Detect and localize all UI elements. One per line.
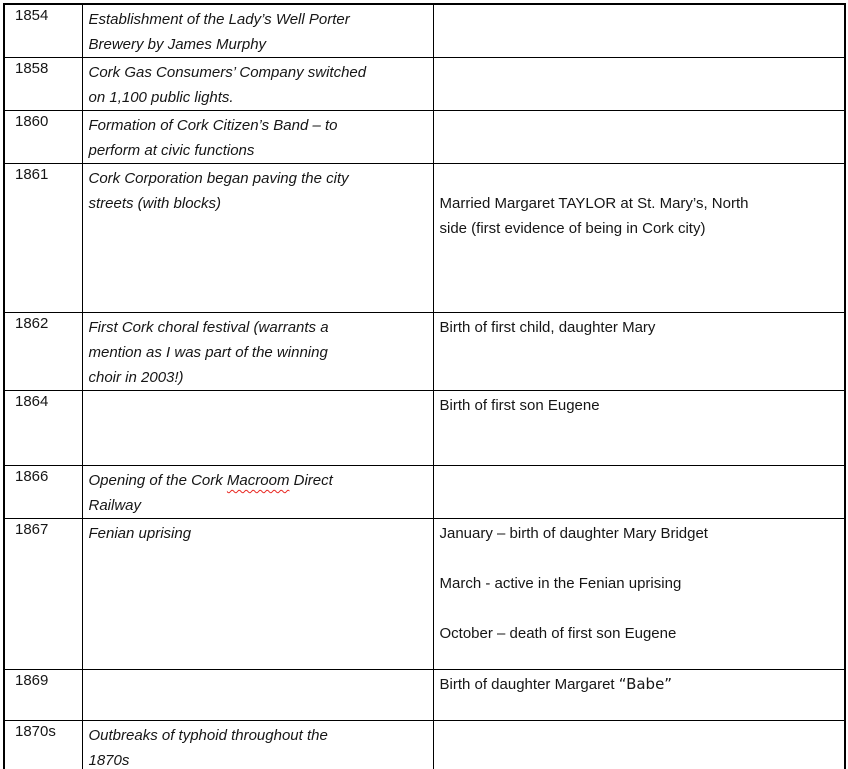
event-line: Cork Corporation began paving the city bbox=[88, 170, 349, 187]
events-cell bbox=[82, 58, 433, 111]
event-line: First Cork choral festival (warrants a bbox=[88, 319, 329, 336]
personal-line: Married Margaret TAYLOR at St. Mary’s, North bbox=[439, 195, 749, 212]
personal-cell bbox=[433, 111, 845, 164]
year-cell: 1862 bbox=[4, 313, 82, 391]
event-line: 1870s bbox=[88, 752, 130, 769]
events-cell bbox=[82, 391, 433, 466]
event-line: Railway bbox=[88, 497, 142, 514]
event-line: Formation of Cork Citizen’s Band – to bbox=[88, 117, 338, 134]
event-line: perform at civic functions bbox=[88, 142, 255, 159]
table-row bbox=[4, 111, 845, 164]
table-row bbox=[4, 58, 845, 111]
event-line: streets (with blocks) bbox=[88, 195, 222, 212]
personal-line: March - active in the Fenian uprising bbox=[439, 575, 682, 592]
table-row bbox=[4, 721, 845, 769]
personal-cell bbox=[433, 164, 845, 313]
events-cell bbox=[82, 313, 433, 391]
year-cell: 1864 bbox=[4, 391, 82, 466]
events-cell bbox=[82, 466, 433, 519]
table-row bbox=[4, 313, 845, 391]
personal-cell bbox=[433, 313, 845, 391]
personal-text: Birth of daughter Margaret bbox=[439, 676, 619, 693]
events-cell bbox=[82, 111, 433, 164]
events-cell bbox=[82, 164, 433, 313]
personal-line: January – birth of daughter Mary Bridget bbox=[439, 525, 708, 542]
personal-line: October – death of first son Eugene bbox=[439, 625, 677, 642]
event-line: on 1,100 public lights. bbox=[88, 89, 234, 106]
events-cell bbox=[82, 4, 433, 58]
year-cell: 1869 bbox=[4, 670, 82, 721]
personal-cell bbox=[433, 391, 845, 466]
year-cell: 1861 bbox=[4, 164, 82, 313]
personal-cell bbox=[433, 4, 845, 58]
table-row bbox=[4, 519, 845, 670]
timeline-table bbox=[3, 3, 846, 769]
event-line: choir in 2003!) bbox=[88, 369, 184, 386]
event-line: Cork Gas Consumers’ Company switched bbox=[88, 64, 367, 81]
event-line: Outbreaks of typhoid throughout the bbox=[88, 727, 328, 744]
year-cell: 1854 bbox=[4, 4, 82, 58]
personal-line bbox=[440, 546, 839, 571]
event-line: mention as I was part of the winning bbox=[88, 344, 328, 361]
personal-line: side (first evidence of being in Cork city) bbox=[439, 220, 706, 237]
personal-line bbox=[440, 166, 839, 191]
year-cell: 1858 bbox=[4, 58, 82, 111]
event-text: Direct bbox=[289, 472, 333, 489]
personal-cell bbox=[433, 519, 845, 670]
personal-cell bbox=[433, 58, 845, 111]
misspelled-word: Macroom bbox=[226, 472, 290, 489]
personal-cell bbox=[433, 670, 845, 721]
year-cell: 1867 bbox=[4, 519, 82, 670]
personal-line bbox=[440, 672, 839, 697]
events-cell bbox=[82, 721, 433, 769]
events-cell bbox=[82, 670, 433, 721]
personal-cell bbox=[433, 721, 845, 769]
event-line: Fenian uprising bbox=[88, 525, 192, 542]
events-cell bbox=[82, 519, 433, 670]
personal-line bbox=[440, 596, 839, 621]
table-row bbox=[4, 4, 845, 58]
year-cell: 1860 bbox=[4, 111, 82, 164]
nickname-text: “Babe” bbox=[618, 675, 673, 693]
personal-line: Birth of first son Eugene bbox=[439, 397, 600, 414]
table-row bbox=[4, 466, 845, 519]
year-cell: 1866 bbox=[4, 466, 82, 519]
year-cell: 1870s bbox=[4, 721, 82, 769]
personal-cell bbox=[433, 466, 845, 519]
table-row bbox=[4, 670, 845, 721]
event-line: Establishment of the Lady’s Well Porter bbox=[88, 11, 350, 28]
table-row bbox=[4, 391, 845, 466]
table-row bbox=[4, 164, 845, 313]
event-line bbox=[89, 468, 427, 493]
event-text: Opening of the Cork bbox=[88, 472, 227, 489]
event-line: Brewery by James Murphy bbox=[88, 36, 267, 53]
personal-line: Birth of first child, daughter Mary bbox=[439, 319, 656, 336]
